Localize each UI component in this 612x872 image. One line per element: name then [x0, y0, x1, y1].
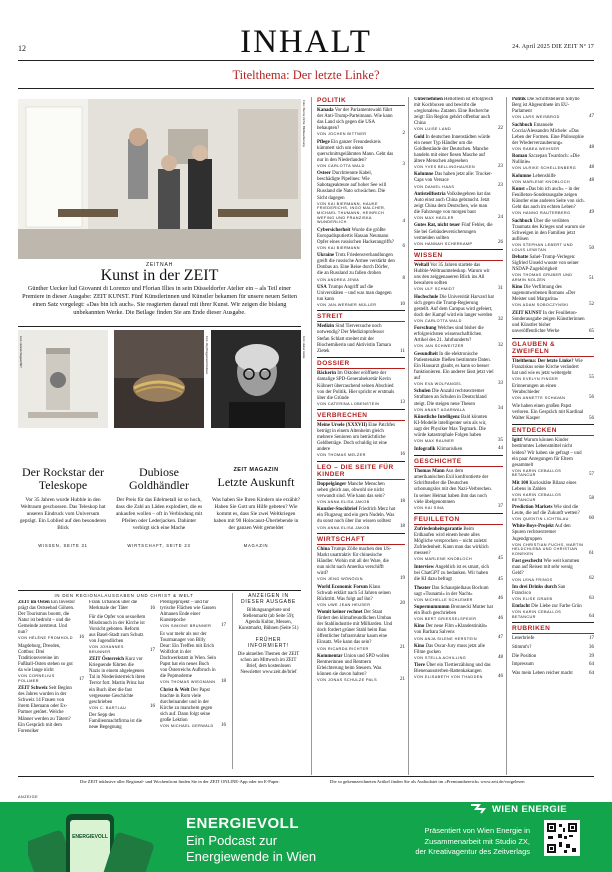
feature-photo [18, 99, 301, 259]
toc-entry[interactable]: Künstliche Intelligenz Bald könnten KI-Modelle intelligenter sein als wir, sagt der Physiker Max Tegmark. Die würde katastrophale Folgen haben VON MAX RAUNER 35 [414, 414, 503, 444]
toc-section-heading: WIRTSCHAFT [317, 533, 405, 545]
toc-entry[interactable]: Gesundheit In die elektronische Patientenakte fließen bestimmte Daten. Ein Hausarzt glaubt, es kann so besser funktionieren. Ein anderer lässt jetzt viel auf VON EVA WOLFANGEL 33 [414, 351, 503, 387]
regional-entry: Magdeburg, Dresden, Cottbus: Drei Traditionsvereine im Fußball-Osten stehen so gut da wie lange nicht VON CORNELIUS POLLMER 17 [18, 643, 84, 683]
toc-entry[interactable]: Unternehmen Hellofresh ist erfolgreich mit Kochboxen und bewirbt die »regionalen« Zutaten. Eine Recherche zeigt: Ein Region gehört offenbar auch China VON LUISE LAND 22 [414, 97, 503, 132]
toc-page-number: 47 [498, 635, 503, 641]
toc-page-number: 18 [400, 524, 405, 530]
toc-section-heading: ENTDECKEN [512, 424, 594, 436]
regional-col-2 [89, 600, 155, 776]
toc-entry[interactable]: Politik Die Schriftstellerin Sibylle Berg ist Abgeordnete im EU-Parlament VON LARS WEISBROD 47 [512, 97, 594, 120]
toc-page-number: 47 [589, 113, 594, 119]
toc-entry[interactable]: Medizin Sind Tierversuche noch notwendig? Der Medizinprofessor Stefan Schlatt streitet mit der Biochemikerin und Aktivistin Tamara Zietek 11 [317, 324, 405, 354]
toc-entry[interactable]: Pflege Ein ganzer Freundeskreis kümmert sich um einen querschnittsgelähmten Mann. Geht das nur in den Niederlanden? VON CARLOTTA WALD 3 [317, 139, 405, 168]
regional-col-ads [232, 593, 301, 769]
toc-page-number: 6 [402, 244, 405, 250]
toc-page-number: 32 [498, 317, 503, 323]
toc-page-number: 33 [498, 380, 503, 386]
toc-entry[interactable]: Erinnerungen an einen Verabschieder VON ANNETTE SCHAVAN 56 [512, 384, 594, 401]
toc-page-number: 36 [589, 644, 594, 650]
footer-rule [18, 776, 594, 777]
toc-page-number: 48 [589, 145, 594, 151]
footer-right-note: Die so gekennzeichneten Artikel finden Sie als Audiodatei im «Premiumbereich» www.zeit.de/vorgelesen [330, 779, 525, 784]
teaser-credit-3: Foto: Heiner Henke [302, 336, 305, 359]
teaser-credit-1: Foto: Hannah Wegner/ZEIT [19, 336, 22, 368]
toc-entry[interactable]: Ukraine Trotz Friedensverhandlungen greift die russische Armee verstärkt den Donbas an. Eine Reise durch Dörfer, die an Russland zu fallen drohen VON ANDREA JEWA 8 [317, 253, 405, 282]
toc-page-number: 11 [400, 348, 405, 354]
toc-page-number: 46 [498, 673, 503, 679]
toc-page-number: 23 [498, 163, 503, 169]
toc-entry[interactable]: Fast geschecht Wie weit kommen man auf Reisen mit sehr wenig Geld? VON LENA FRINGS 62 [512, 559, 594, 582]
regional-col-3 [160, 600, 226, 776]
regional-entry: Prestigeprojekt – und für tyrische Flächen wie Gassen Almauen Ende einer Kunstepoche VON SIMONE BRUNNER 17 [160, 600, 226, 629]
toc-page-number: 56 [589, 415, 594, 421]
toc-entry[interactable]: Forschung Welches sind bisher die erfolgreichsten wissenschaftlichen Artikel des 21. Jahrhunderts? VON JAN SCHWEITZER 32 [414, 326, 503, 349]
toc-page-number: 63 [589, 595, 594, 601]
toc-entry[interactable]: Bäckerin Im Oktober eröffnete der damalige SPD-Generalsekretär Kevin Kühnert überraschend seinen Abschied von der Politik. Hier spricht er erstmals über die Gründe VON CATERINA LOBENSTEIN 13 [317, 371, 405, 406]
toc-entry[interactable]: Antisteilfustria Volksbegehren hat das Auto einst auch China gebraucht. Jetzt zeigt China dem Deutschen, wie man die Fahrzeuge von morgen baut VON MAX HÄGLER 24 [414, 191, 503, 221]
column-divider [408, 97, 409, 775]
phone-illustration-icon [28, 808, 163, 872]
toc-entry[interactable]: Sachbuch Über die verübten Traumata des Krieges und warum sie Schweigen in den Familien jetzt auflösen VON STEPHAN LEBERT UND LOUIS LEWITAN 50 [512, 218, 594, 252]
toc-entry[interactable]: Stimmt's? 36 [512, 644, 594, 651]
cover-topic: Titelthema: Der letzte Linke? [232, 68, 380, 82]
regional-entry: Der Sepp des Familienmachtfirma ist die neue Begegnung [89, 713, 142, 731]
portrait-photo-icon [211, 330, 301, 428]
toc-section-heading: RUBRIKEN [512, 622, 594, 634]
page-number: 12 [18, 44, 26, 53]
toc-page-number: 44 [498, 446, 503, 452]
regional-col-1 [18, 600, 84, 776]
page-title: INHALT [240, 24, 372, 60]
regional-entry: ZEIT Schweiz Seit Beginn des Jahres wurden in der Schweiz 14 Frauen von ihrem Ehemann oder Ex-Partner getötet. Welche Männer werden zu Tätern? Ein Gespräch mit dem Forensiker [18, 686, 72, 734]
toc-page-number: 46 [498, 596, 503, 602]
toc-page-number: 64 [589, 613, 594, 619]
feature-section-tag: ZEITNAH [146, 262, 173, 268]
toc-entry[interactable]: Interview Angeblich ist es smart, sich bei ChatGPT zu bedanken. Wir haben die KI dazu befragt 45 [414, 564, 503, 582]
toc-page-number: 49 [589, 209, 594, 215]
teaser-section-3: MAGAZIN [243, 543, 269, 548]
toc-section-heading: VERBRECHEN [317, 409, 405, 421]
regional-entry: Für die Opfer von sexuellem Missbrauch in der Kirche ist Vorsicht geboten. Reform aus Basel-Stadt zum Schutz von Jugendlichen VON JOHANNES BRUNNER 17 [89, 614, 155, 654]
ads-heading: ANZEIGEN IN DIESER AUSGABE [240, 593, 297, 605]
teaser-headline-3: Letzte Auskunft [217, 475, 295, 489]
teaser-credit-2: Foto: Jörg Brüggemann/Ostkreuz [205, 336, 208, 375]
feature-headline: Kunst in der ZEIT [100, 267, 219, 284]
toc-entry[interactable]: Meine Ursele (XXXVII) Eine Patchfes betrügt in einem Altenheim gleich mehrere Senioren um beträchtliche Geldbeträge. Doch schuldig ist eine andere VON THOMAS MELZER 16 [317, 423, 405, 458]
toc-entry[interactable]: USA Trumps Angriff auf die Universitäten – und was man dagegen tun kann VON JAN-WERNER MÜLLER 10 [317, 284, 405, 308]
toc-entry[interactable]: Osteer Durchtrennte Kabel, beschädigte Pipelines: Wie Sabotageakteure auf hoher See will Russland die Nato schwächen. Die Sicht dagegen VON KAI BIERMANN, HAUKE FRIEDERICHS, INGO MALCHER, MICHAEL THUMANN, HEINRICH WEFING UND FRANZISKA WUNDERLICH 4 [317, 171, 405, 225]
regional-entry: Es war mehr als nur der Tourmanager von Billy Dear: Ein Treffen mit Erich Wolfsfort in der Dachwerkstatt in Wien. Sein Papst hat ein neues Buch von Österreichs Aufbruch in die Popmoderne VON THOMAS WIEGMANN 18 [160, 631, 226, 685]
toc-entry[interactable]: Supermummmm Bronnecki Mutter hat ein Buch geschrieben VON BERT GRIESSELSPEIER 46 [414, 604, 503, 622]
toc-entry[interactable]: Leserbriefe 17 [512, 636, 594, 642]
wien-energie-brand [470, 803, 567, 815]
toc-entry[interactable]: Kino Die Verfilmung des sagenumwobenen Romans «Der Meister und Margarita» VON ADAM SOBOCZYNSKI 52 [512, 285, 594, 308]
toc-page-number: 17 [589, 636, 594, 642]
toc-entry[interactable]: Mit 100 Kuriositäte Bilanz eines Lebens in Zahlen VON KARIN CEBALLOS BETANCUR 58 [512, 480, 594, 502]
toc-column-3 [512, 97, 594, 773]
regional-entry: ZEIT Österreich Kurz vor Kriegsende führten die Nazis in einem abgelegenen Tal in Niederösterreich ihren Terror fort. Martin Prinz hat ein Buch über die fast vergessene Geschichte geschrieben VON C. BARTLAU 16 [89, 657, 155, 710]
ad-headline: ENERGIEVOLL [186, 815, 300, 832]
toc-entry[interactable]: Sachbuch Emanuele Coccia/Alessandro Michele: «Das Leben der Formen. Eine Philosophie der Wiederverzauberung» VON RABEA WEIHSER 48 [512, 122, 594, 151]
toc-page-number: 31 [498, 285, 503, 291]
toc-page-number: 64 [589, 662, 594, 668]
toc-entry[interactable]: Wie haben einen großen Papst verloren. Ein Gespräch mit Kardinal Walter Kasper 56 [512, 403, 594, 421]
toc-page-number: 8 [402, 276, 405, 282]
toc-entry[interactable]: Was mein Leben reicher macht 64 [512, 670, 594, 677]
toc-page-number: 19 [400, 575, 405, 581]
zeit-magazin-logo: ZEIT MAGAZIN [233, 467, 279, 473]
toc-page-number: 48 [589, 178, 594, 184]
toc-entry[interactable]: Schulen Die Anzahl rechtsextremer Straftaten an Schulen in Deutschland steigt. Die steigen neue Thesen VON ANANT AGARWALA 34 [414, 389, 503, 412]
toc-section-heading: FEUILLETON [414, 513, 503, 525]
toc-entry[interactable]: Tiere Über ein Tiertierzählung und das Bienenaussterben-Rattenkakangen VON ELISABETH VON THADDEN 46 [414, 663, 503, 680]
newsletter-heading: FRÜHER INFORMIERT! [247, 636, 290, 649]
teaser-section-1: WISSEN, SEITE 31 [38, 543, 88, 548]
toc-page-number: 34 [498, 406, 503, 412]
ad-line-2: Energiewende in Wien [186, 849, 317, 864]
toc-page-number: 4 [402, 218, 405, 224]
toc-entry[interactable]: Theater Das Schauspielhaus Bochum sagt «Tsunami» in der Nacht» VON MICHELLE SCHLEMER 46 [414, 585, 503, 602]
toc-entry[interactable]: Im drei Drinks durch San Francisco VON ELISE GRAEB 63 [512, 584, 594, 601]
toc-page-number: 55 [589, 375, 594, 381]
regional-entry: Christ & Welt Der Papst brachte in Rom viele durcheinander und in der Kirche zu manchem gegen sich auf. Dann folgt seine große Lektion VON MICHAEL GERWALD 16 [160, 687, 226, 728]
toc-entry[interactable]: Doppelgänger Manche Menschen sehen gleich aus, obwohl sie nicht verwandt sind. Wie kann das sein? VON ANNA ELISA JAKOB 18 [317, 481, 405, 504]
toc-entry[interactable]: Zufriedenheitsgarantie Beim Erdkaufen wird einem heute alles Mögliche versprochen – nicht zuletzt Zufriedenheit. Kann man das wirklich messen? VON MARLENE KNOBLOCH 45 [414, 526, 503, 562]
toc-entry[interactable]: Kolumne Lebenshilfe VON MARLENE KNOBLOCH 48 [512, 173, 594, 184]
toc-entry[interactable]: Kolumne Das haben jetzt alle: Trucker-Caps von Versace VON DANIEL HAAS 23 [414, 172, 503, 189]
toc-entry[interactable]: Impressum 64 [512, 662, 594, 668]
toc-entry[interactable]: Hochschule Die Universität Harvard hat sich gegen die Trump-Regierung gestellt. Auf dem Campus wird gefeiert, doch der Kampf wird ein langer werden VON CARLOTTA WALD 32 [414, 294, 503, 323]
toc-entry[interactable]: Kunzler-Stockbrief Friedrich Merz hat ein Flugzeug und ein gern Nudeln. Was du sonst noch über ihn wissen solltest VON ANNA ELISA JAKOB 18 [317, 507, 405, 530]
column-divider [311, 97, 312, 775]
toc-page-number: 61 [589, 550, 594, 556]
toc-page-number: 58 [589, 496, 594, 502]
telescope-photo-icon [18, 330, 108, 428]
toc-entry[interactable]: Infografik Klimarisiken 44 [414, 446, 503, 452]
wien-energie-ad[interactable] [0, 802, 612, 872]
toc-entry[interactable]: China Trumps Zölle machen den US-Markt unattraktiv für chinesische Händler. Wohin mit all der Ware, die nun nicht nach Amerika verschifft wird? VON JENG WÖNÖGIN 19 [317, 546, 405, 582]
toc-entry[interactable]: Cybersicherheit Wurde die größte Europadisputiertis Hassan Neumann Opfer eines russischen Hackerangriffs? VON KAI BIERMANN 6 [317, 227, 405, 250]
regional-entry: Frank Urbaniok über die Merkmale der Täter 16 [89, 600, 155, 612]
ads-text: Bildungsangebote und Stellenmarkt (ab Seite 59); Agenda Kultur, Messen, Kunstmarkt, Bühnen (Seite 51) [238, 608, 299, 631]
toc-entry[interactable]: White-Boys-Projekt Auf den Spuren rechtsextremer Jugendgruppen VON CHRISTIAN FUCHS, MARTIN HELDCHLEBA UND CHRISTIAN KONEKEN 61 [512, 524, 594, 557]
toc-entry[interactable]: Kanada Vor der Parlamentswahl führt der Anti-Trump-Parteimann. Wie kann das Land sich gegen die USA behaupten? VON JOCHEN BITTNER 2 [317, 108, 405, 137]
toc-entry[interactable]: Titelthema: Der letzte Linke? Wie Franziskus seine Kirche verändert hat und wie es jetzt weitergeht VON EVELYN FINGER 55 [512, 358, 594, 381]
toc-entry[interactable]: Emfacht Die Liebe zur Farbe Grün VON KARIN CEBALLOS BETANCUR 64 [512, 604, 594, 620]
toc-page-number: 46 [498, 615, 503, 621]
toc-page-number: 64 [589, 670, 594, 676]
feature-rule [18, 326, 301, 327]
toc-page-number: 13 [400, 400, 405, 406]
toc-entry[interactable]: Gold In deutschen Innenstädten würde ein neuer Typ Händler um die Goldbestände der Deutschen. Manche handeln mit einer fiesen Masche auf ältere Menschen abgesehen VON YVES BELLINGHAUSEN 23 [414, 134, 503, 170]
toc-page-number: 62 [589, 576, 594, 582]
teaser-headline-2: Dubiose Goldhändler [129, 465, 189, 492]
header-rule [18, 60, 594, 61]
toc-entry[interactable]: World Economic Forum Klaus Schwab erklärt nach 54 Jahren seinen Rücktritt. Was folgt auf ihn? VON UWE JEAN HEUSER 20 [317, 584, 405, 607]
toc-entry[interactable]: Thomas Mann Aus dem amerikanischen Exil konfrontierte der Schriftsteller die Deutschen schonungslos mit den Nazi-Verbrechen. In seiner Heimat haben ihm das noch viele übelgenommen VON KAI SINA 37 [414, 469, 503, 510]
toc-column-2 [414, 97, 503, 773]
newsletter-text[interactable]: Die aktuellen Themen der ZEIT schon am Mittwoch im ZEIT Brief, dem kostenlosen Newsletter www.zeit.de/brief [237, 651, 300, 675]
toc-page-number: 50 [589, 246, 594, 252]
toc-page-number: 2 [402, 130, 405, 136]
toc-entry[interactable]: Gutes Rat, nicht teuer Fünf Fehler, die Sie bei Gebäudeversicherungen vermeiden sollten VON HANNAH SCHERKAMP 26 [414, 223, 503, 246]
phone-screen-text: ENERGIEVOLL [72, 834, 108, 840]
toc-entry[interactable]: Roman Szczepan Twardoch: «Die Nullinie» VON ULRIKE SCHELLENBERG 48 [512, 154, 594, 171]
column-divider [506, 97, 507, 775]
toc-page-number: 21 [400, 645, 405, 651]
teaser-section-2: WIRTSCHAFT, SEITE 23 [127, 543, 191, 548]
regional-entry: ZEIT im Osten Ein Investor prägt das Ostseebad Göhren. Der Tourismus boomt, die Natur ist bedroht – und die Gemeinde zerstreut. Und nun? VON HÉLÈNE FROMHOLD 16 [18, 600, 84, 641]
toc-page-number: 18 [400, 498, 405, 504]
teaser-photo-portrait [211, 330, 301, 428]
feature-photo-credit: Foto: Benne Ochs; Bildbearbeitung [302, 100, 306, 147]
toc-entry[interactable]: Womit keiner rechnet Der Staat fördert den klimafreundlichen Umbau der Stahlindustrie mit Milliarden. Und doch fordert grüner Stahl beim Bau öffentlicher Infrastruktur kaum eine Einsatz. Wie kann das sein? VON RICARDA RICHTER 21 [317, 610, 405, 651]
toc-section-heading: STREIT [317, 310, 405, 322]
teaser-photo-gold [114, 330, 204, 428]
atelier-photo-illustration [18, 99, 301, 259]
toc-entry[interactable]: Die Position 39 [512, 653, 594, 659]
regional-heading: IN DEN REGIONALAUSGABEN UND CHRIST & WELT [54, 593, 194, 598]
teaser-headline-1: Der Rockstar der Teleskope [22, 465, 104, 492]
toc-entry[interactable]: Prediction Markets Wie sind die Leute, die auf die Zukunft wetten? VON QUENTIN LICHTBLAU 60 [512, 504, 594, 522]
teaser-photo-hubble [18, 330, 108, 428]
toc-page-number: 20 [400, 601, 405, 607]
toc-page-number: 10 [400, 301, 405, 307]
toc-page-number: 21 [400, 676, 405, 682]
teaser-text-3: Was haben Sie Ihren Kindern nie erzählt? Haben Sie Gott um Hilfe gebeten? Wie kommt es, dass Sie zwei Weltkriegen haben mit 90 Holocaust-Überlebende in der ganzen Welt gemeldet [211, 497, 301, 531]
toc-entry[interactable]: Kino Der neue Film «Klandestinität» von Barbara Salvens VON ANJA SILENE HERSTEIN 47 [414, 624, 503, 641]
ad-presenter-text: Präsentiert von Wien Energie in Zusammenarbeit mit Studio ZX, der Kreativagentur des Zeitverlags [415, 826, 530, 856]
toc-page-number: 52 [589, 301, 594, 307]
toc-page-number: 3 [402, 162, 405, 168]
toc-page-number: 60 [589, 515, 594, 521]
toc-page-number: 37 [498, 504, 503, 510]
brand-name: WIEN ENERGIE [492, 803, 568, 815]
toc-section-heading: WISSEN [414, 249, 503, 261]
toc-page-number: 32 [498, 342, 503, 348]
toc-entry[interactable]: Debatte Sahel-Trump-Verlegen: Sigfried Unseld wusste von seiner NSDAP-Zugehörigkeit VON THOMAS GRUBER UND ARMIN NOLZEN 51 [512, 254, 594, 282]
toc-page-number: 24 [498, 214, 503, 220]
wien-energie-logo-icon [470, 803, 488, 815]
teaser-text-2: Der Preis für das Edelmetall ist so hoch, dass die Zahl an Läden explodiert, die es ankaufen wollen – oft in Verbindung mit Pfeilen oder Lederjacken. Dahinter verbirgt sich eine Mache [115, 497, 203, 531]
toc-entry[interactable]: ZEIT KUNST In der Feuilleton-Sonderausgabe zeigen Künstlerinnen und Künstler bisher unveröffentlichte Werke 65 [512, 310, 594, 334]
toc-entry[interactable]: Kommentar Union und SPD wollen Rentnerinnen und Rentnern Erleichterung beim Steuern. Was können sie davon halten? VON JONAS SCHULZE PALS 21 [317, 653, 405, 683]
toc-page-number: 48 [498, 654, 503, 660]
toc-section-heading: GESCHICHTE [414, 455, 503, 467]
toc-section-heading: LEO – DIE SEITE FÜR KINDER [317, 461, 405, 480]
toc-column-1 [317, 97, 405, 773]
issue-date: 24. April 2025 DIE ZEIT Nº 17 [512, 44, 594, 50]
toc-page-number: 48 [589, 164, 594, 170]
toc-entry[interactable]: Kunst «Das bin ich auch» – in der Feuilleton-Sonderausgabe zeigen Künstler eine anderen Seite von sich. Geht das auch im echten Leben? VON HANNO RAUTERBERG 49 [512, 186, 594, 216]
toc-page-number: 56 [589, 394, 594, 400]
toc-page-number: 45 [498, 555, 503, 561]
header-rule-bottom [18, 88, 594, 89]
qr-code-icon[interactable] [544, 820, 580, 856]
footer-left-note: Die ZEIT inklusive aller Regional- und Wochenfront finden Sie in der ZEIT ONLINE-App oder im E-Paper. [80, 779, 280, 784]
toc-section-heading: POLITIK [317, 97, 405, 106]
toc-entry[interactable]: Weltall Vor 35 Jahren startete das Hubble-Weltraumteleskop. Warum wir uns den zeiggenaueren Blick ins All bewahren sollten VON ULF SCHMIDT 31 [414, 262, 503, 292]
toc-page-number: 16 [400, 451, 405, 457]
ad-label: ANZEIGE [18, 795, 39, 799]
ad-line-1: Ein Podcast zur [186, 833, 278, 848]
toc-page-number: 26 [498, 240, 503, 246]
toc-page-number: 39 [589, 653, 594, 659]
toc-page-number: 65 [589, 328, 594, 334]
toc-page-number: 23 [498, 183, 503, 189]
regional-rule [18, 590, 301, 591]
toc-page-number: 22 [498, 125, 503, 131]
toc-page-number: 45 [498, 576, 503, 582]
toc-section-heading: DOSSIER [317, 357, 405, 369]
toc-entry[interactable]: Kino Das Oscar-Jury muss jetzt alle Filme gucken VON STELLA ACHILLING 48 [414, 643, 503, 661]
toc-entry[interactable]: Igitt! Warum können Kinder bestimmtes Lebensmittel nicht leiden? Wir haben sie gefragt – und ein paar Anregungen für Eltern gesammelt VON KARIN CEBALLOS BETANCUR 57 [512, 438, 594, 478]
toc-page-number: 57 [589, 471, 594, 477]
toc-page-number: 35 [498, 437, 503, 443]
teaser-text-1: Vor 35 Jahren wurde Hubble in den Weltraum geschossen. Das Teleskop hat unseren Eindruck vom Universum geprägt. Ein Loblied auf den besonderen Blick [19, 497, 107, 531]
gold-chain-photo-icon [114, 330, 204, 428]
feature-text: Günther Uecker lud Giovanni di Lorenzo und Florian Illies in sein Düsseldorfer Atelier ein – als Teil einer Premiere in dieser Ausgabe: ZEIT KUNST. Fünf Künstlerinnen und Künstler bekamen für unsere neuen Seiten einen Satz vorgelegt: «Das bin ich auch». Sie reagierten darauf mit ihrer Kunst. Wir zeigen die bislang unbekannten Werke. Die Beilage finden Sie am Ende dieser Ausgabe. [22, 285, 297, 317]
toc-page-number: 51 [589, 276, 594, 282]
toc-section-heading: GLAUBEN & ZWEIFELN [512, 338, 594, 357]
